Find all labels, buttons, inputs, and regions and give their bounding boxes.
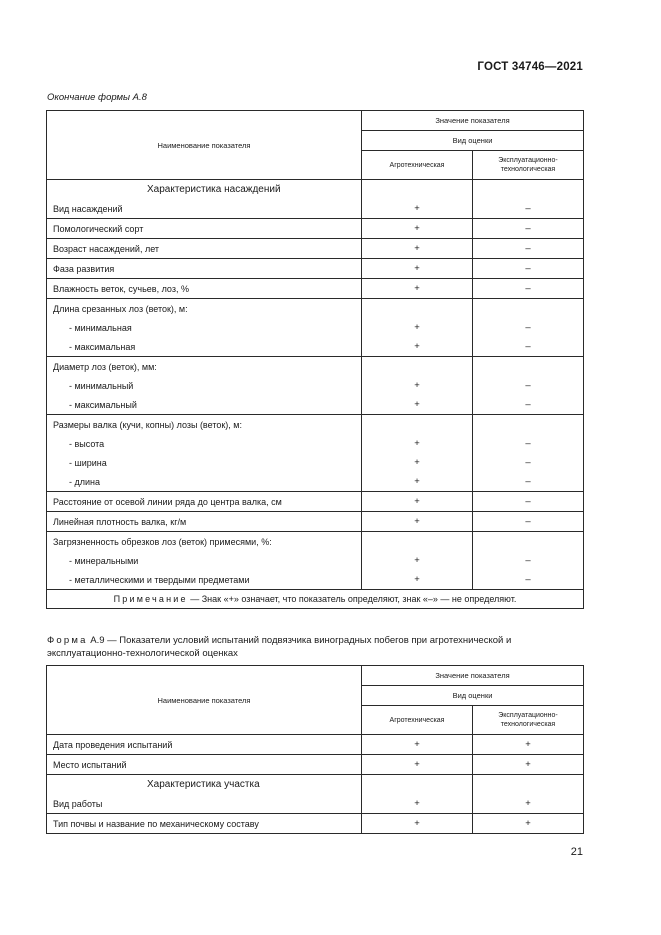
table-row: Тип почвы и название по механическому составу + + bbox=[47, 814, 584, 834]
table-row: Линейная плотность валка, кг/м + – bbox=[47, 512, 584, 532]
table-row: - максимальная + – bbox=[47, 337, 584, 357]
table-row: Возраст насаждений, лет + – bbox=[47, 239, 584, 259]
note-label: Примечание bbox=[113, 594, 188, 604]
section-title: Характеристика участка bbox=[47, 775, 362, 795]
table-row: Вид насаждений + – bbox=[47, 199, 584, 219]
header-value-column: Значение показателя bbox=[362, 111, 584, 131]
header-operational: Эксплуатационно-технологическая bbox=[473, 706, 584, 735]
table-row: Помологический сорт + – bbox=[47, 219, 584, 239]
caption-text: А.9 — Показатели условий испытаний подвязчика виноградных побегов при агротехнической и эксплуатационно-технологической оценках bbox=[47, 635, 512, 659]
header-value-column: Значение показателя bbox=[362, 666, 584, 686]
header-agrotechnical: Агротехническая bbox=[362, 151, 473, 180]
caption-label: Форма bbox=[47, 635, 88, 646]
table2-caption bbox=[47, 634, 587, 660]
table-form-a9 bbox=[46, 665, 584, 834]
note-text: — Знак «+» означает, что показатель определяют, знак «–» — не определяют. bbox=[187, 594, 517, 604]
table-row: - ширина + – bbox=[47, 453, 584, 472]
group-title: Длина срезанных лоз (веток), м: bbox=[47, 299, 362, 319]
page-number: 21 bbox=[570, 846, 583, 858]
table-row: - высота + – bbox=[47, 434, 584, 453]
header-assessment-type: Вид оценки bbox=[362, 131, 584, 151]
table-row: - длина + – bbox=[47, 472, 584, 492]
table-row: Вид работы + + bbox=[47, 794, 584, 814]
table1-caption: Окончание формы А.8 bbox=[47, 92, 147, 103]
header-operational: Эксплуатационно-технологическая bbox=[473, 151, 584, 180]
document-code: ГОСТ 34746—2021 bbox=[477, 61, 583, 73]
table-row: - минимальная + – bbox=[47, 318, 584, 337]
table-row: - минимальный + – bbox=[47, 376, 584, 395]
table-row: Расстояние от осевой линии ряда до центра валка, см + – bbox=[47, 492, 584, 512]
header-agrotechnical: Агротехническая bbox=[362, 706, 473, 735]
table-row: Фаза развития + – bbox=[47, 259, 584, 279]
table-row: - минеральными + – bbox=[47, 551, 584, 570]
table-form-a8 bbox=[46, 110, 584, 609]
group-title: Загрязненность обрезков лоз (веток) примесями, %: bbox=[47, 532, 362, 552]
table-row: Место испытаний + + bbox=[47, 755, 584, 775]
header-name-column: Наименование показателя bbox=[47, 666, 362, 735]
table-row: Дата проведения испытаний + + bbox=[47, 735, 584, 755]
table-row: - металлическими и твердыми предметами + – bbox=[47, 570, 584, 590]
header-name-column: Наименование показателя bbox=[47, 111, 362, 180]
table-note bbox=[47, 590, 584, 609]
group-title: Диаметр лоз (веток), мм: bbox=[47, 357, 362, 377]
group-title: Размеры валка (кучи, копны) лозы (веток), м: bbox=[47, 415, 362, 435]
header-assessment-type: Вид оценки bbox=[362, 686, 584, 706]
table-row: - максимальный + – bbox=[47, 395, 584, 415]
table-row: Влажность веток, сучьев, лоз, % + – bbox=[47, 279, 584, 299]
section-title: Характеристика насаждений bbox=[47, 180, 362, 200]
